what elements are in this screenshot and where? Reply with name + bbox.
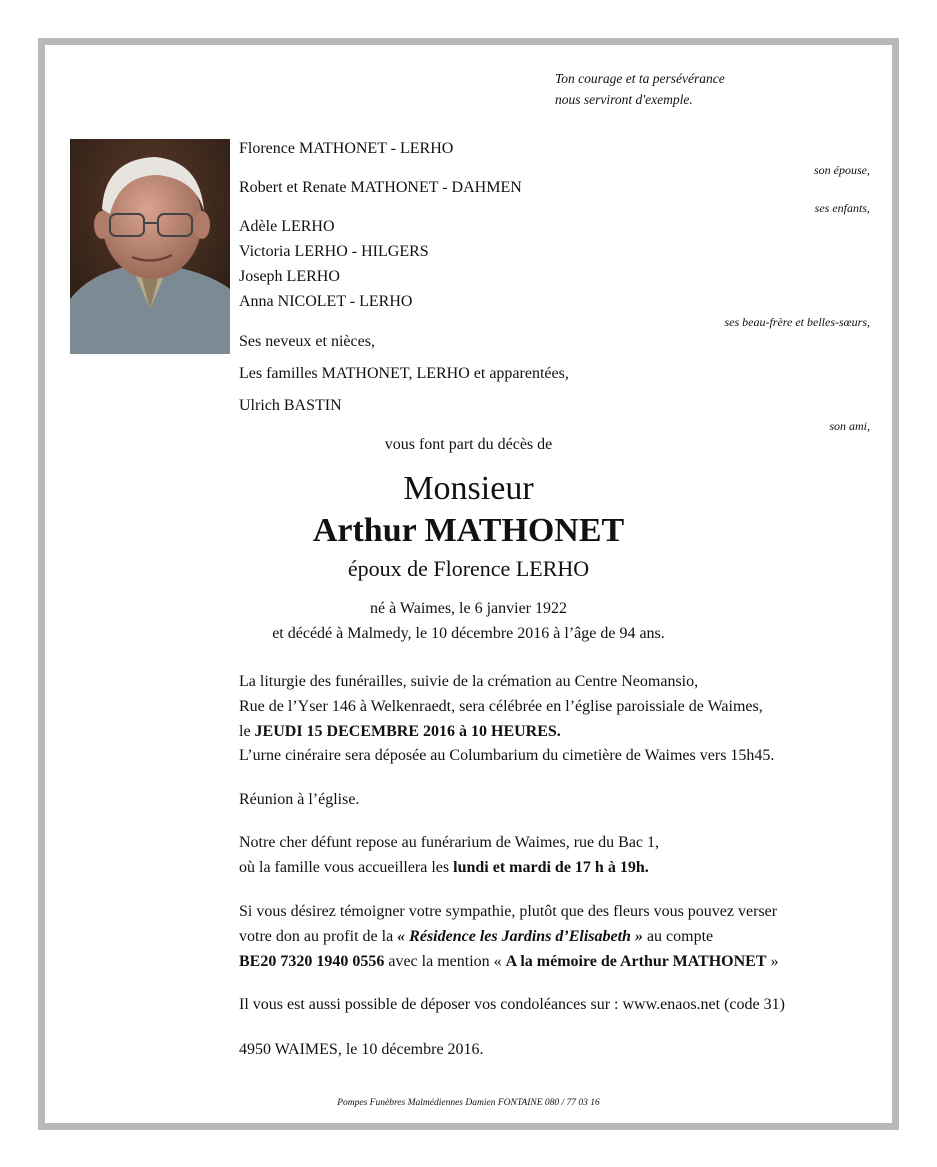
family-friend: Ulrich BASTIN bbox=[239, 397, 342, 414]
epigraph-line: Ton courage et ta persévérance bbox=[555, 71, 725, 86]
family-in-law: Adèle LERHO bbox=[239, 218, 335, 235]
funeral-line: L’urne cinéraire sera déposée au Columbarium du cimetière de Waimes vers 15h45. bbox=[239, 747, 775, 764]
funeral-line: La liturgie des funérailles, suivie de la crémation au Centre Neomansio, bbox=[239, 673, 699, 690]
rest-line: Notre cher défunt repose au funérarium de Waimes, rue du Bac 1, bbox=[239, 834, 660, 851]
funeral-date-line bbox=[239, 723, 561, 741]
iban: BE20 7320 1940 0556 bbox=[239, 953, 385, 970]
visiting-hours-line bbox=[239, 859, 649, 877]
donation-prefix: votre don au profit de la bbox=[239, 928, 398, 945]
portrait-photo bbox=[70, 139, 230, 354]
role-in-laws: ses beau-frère et belles-sœurs, bbox=[724, 315, 870, 329]
funeral-date-prefix: le bbox=[239, 723, 255, 740]
reunion-text: Réunion à l’église. bbox=[239, 791, 360, 808]
mention-text: A la mémoire de Arthur MATHONET bbox=[505, 953, 767, 970]
family-nephews: Ses neveux et nièces, bbox=[239, 333, 375, 350]
donation-recipient-line bbox=[239, 928, 713, 946]
visiting-hours: lundi et mardi de 17 h à 19h. bbox=[453, 859, 649, 876]
role-friend: son ami, bbox=[829, 419, 870, 433]
donation-account-line bbox=[239, 953, 779, 971]
condolences-text: Il vous est aussi possible de déposer vos condoléances sur : www.enaos.net (code 31) bbox=[239, 996, 785, 1013]
mention-suffix: » bbox=[766, 953, 779, 970]
funeral-line: Rue de l’Yser 146 à Welkenraedt, sera célébrée en l’église paroissiale de Waimes, bbox=[239, 698, 763, 715]
family-in-law: Victoria LERHO - HILGERS bbox=[239, 243, 429, 260]
donation-recipient: « Résidence les Jardins d’Elisabeth » bbox=[397, 928, 643, 945]
place-date: 4950 WAIMES, le 10 décembre 2016. bbox=[239, 1041, 484, 1058]
death-info: et décédé à Malmedy, le 10 décembre 2016 à l’âge de 94 ans. bbox=[272, 625, 665, 642]
deceased-name: Arthur MATHONET bbox=[312, 512, 625, 549]
mention-prefix: avec la mention « bbox=[384, 953, 506, 970]
family-children: Robert et Renate MATHONET - DAHMEN bbox=[239, 179, 522, 196]
deceased-spouse: époux de Florence LERHO bbox=[347, 556, 590, 581]
deceased-title: Monsieur bbox=[403, 470, 534, 507]
family-families: Les familles MATHONET, LERHO et apparentées, bbox=[239, 365, 569, 382]
funeral-date: JEUDI 15 DECEMBRE 2016 à 10 HEURES. bbox=[254, 723, 561, 740]
role-spouse: son épouse, bbox=[814, 163, 870, 177]
announcement: vous font part du décès de bbox=[384, 436, 553, 453]
role-children: ses enfants, bbox=[814, 201, 870, 215]
epigraph bbox=[555, 68, 725, 110]
donation-line: Si vous désirez témoigner votre sympathie, plutôt que des fleurs vous pouvez verser bbox=[239, 903, 778, 920]
epigraph-line: nous serviront d'exemple. bbox=[555, 92, 693, 107]
visiting-prefix: où la famille vous accueillera les bbox=[239, 859, 454, 876]
family-in-law: Joseph LERHO bbox=[239, 268, 340, 285]
funeral-home-footer: Pompes Funèbres Malmédiennes Damien FONTAINE 080 / 77 03 16 bbox=[337, 1098, 600, 1108]
family-in-law: Anna NICOLET - LERHO bbox=[239, 293, 413, 310]
family-spouse: Florence MATHONET - LERHO bbox=[239, 140, 454, 157]
donation-suffix: au compte bbox=[642, 928, 714, 945]
birth-info: né à Waimes, le 6 janvier 1922 bbox=[369, 600, 568, 617]
